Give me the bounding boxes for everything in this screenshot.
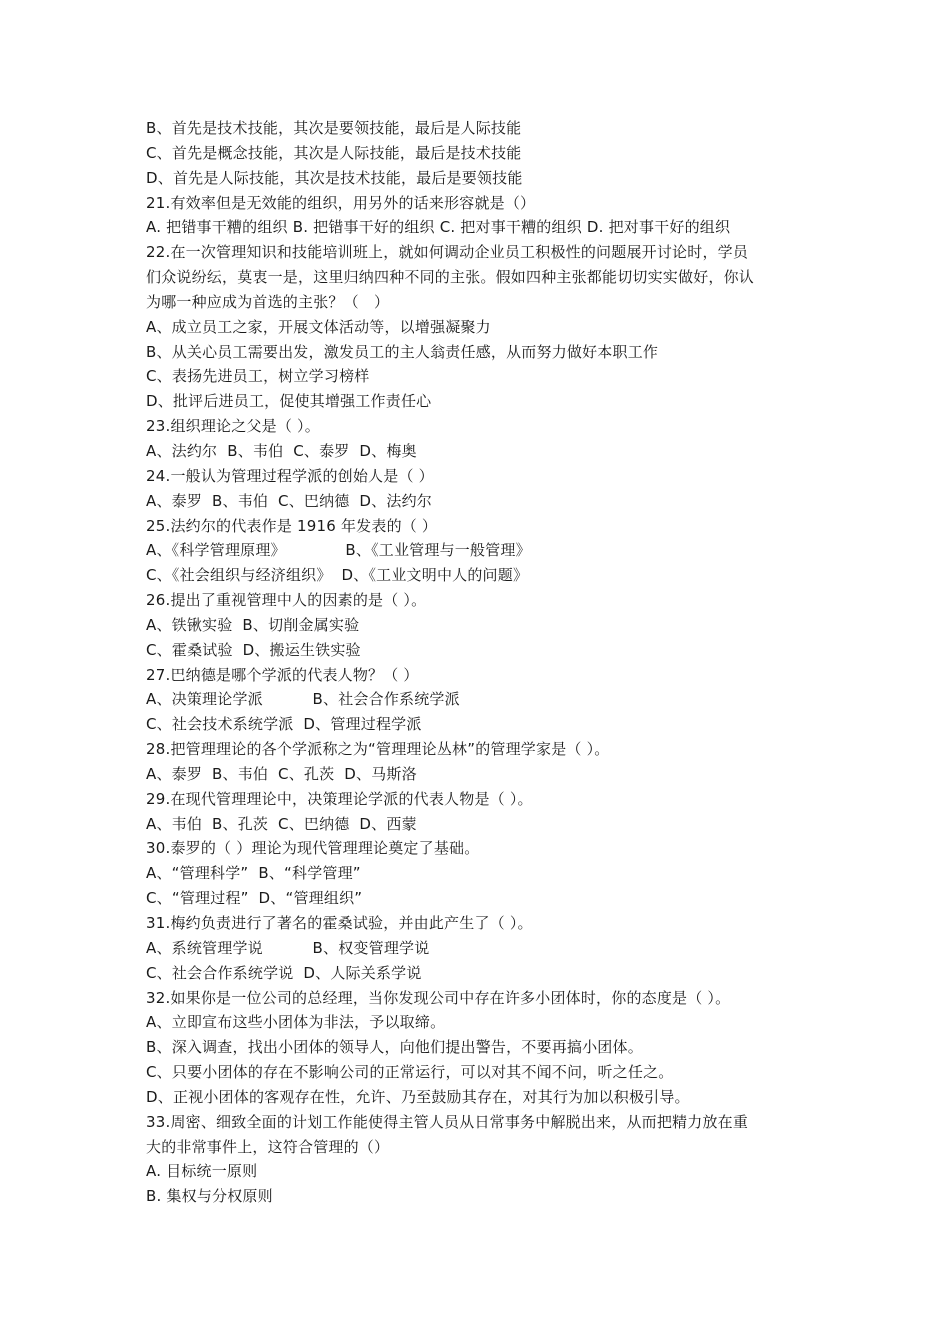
- question-line: 27.巴纳德是哪个学派的代表人物？（ ）: [146, 665, 419, 684]
- text-line: D、正视小团体的客观存在性，允许、乃至鼓励其存在，对其行为加以积极引导。: [146, 1087, 690, 1106]
- text-line: A、铁锹实验 B、切削金属实验: [146, 615, 360, 634]
- question-line: 30.泰罗的（ ）理论为现代管理理论奠定了基础。: [146, 839, 480, 858]
- text-line: A、“管理科学” B、“科学管理”: [146, 864, 361, 883]
- question-line: 22.在一次管理知识和技能培训班上，就如何调动企业员工积极性的问题展开讨论时，学员: [146, 243, 749, 262]
- question-line: 31.梅约负责进行了著名的霍桑试验，并由此产生了（ ）。: [146, 914, 533, 932]
- text-line: C、“管理过程” D、“管理组织”: [146, 889, 363, 908]
- text-line: A、成立员工之家，开展文体活动等，以增强凝聚力: [146, 317, 491, 336]
- text-line: A、泰罗 B、韦伯 C、巴纳德 D、法约尔: [146, 491, 432, 510]
- text-line: C、首先是概念技能，其次是人际技能，最后是技术技能: [146, 143, 522, 162]
- text-line: A. 把错事干糟的组织 B. 把错事干好的组织 C. 把对事干糟的组织 D. 把对事干好的组织: [146, 218, 731, 237]
- text-line: 为哪一种应成为首选的主张？（ ）: [146, 292, 390, 311]
- question-line: 29.在现代管理理论中，决策理论学派的代表人物是（ ）。: [146, 789, 533, 808]
- text-line: A、决策理论学派 B、社会合作系统学派: [146, 690, 460, 709]
- question-line: 32.如果你是一位公司的总经理，当你发现公司中存在许多小团体时，你的态度是（ ）。: [146, 988, 731, 1007]
- text-line: A、立即宣布这些小团体为非法，予以取缔。: [146, 1013, 446, 1032]
- text-line: C、霍桑试验 D、搬运生铁实验: [146, 640, 361, 659]
- text-line: A、泰罗 B、韦伯 C、孔茨 D、马斯洛: [146, 764, 417, 783]
- text-line: D、批评后进员工，促使其增强工作责任心: [146, 392, 432, 411]
- text-line: 们众说纷纭，莫衷一是，这里归纳四种不同的主张。假如四种主张都能切切实实做好，你认: [146, 268, 755, 287]
- question-line: 28.把管理理论的各个学派称之为“管理理论丛林”的管理学家是（ ）。: [146, 740, 610, 759]
- text-line: A、韦伯 B、孔茨 C、巴纳德 D、西蒙: [146, 814, 417, 833]
- text-line: B、从关心员工需要出发，激发员工的主人翁责任感，从而努力做好本职工作: [146, 342, 659, 361]
- text-line: D、首先是人际技能，其次是技术技能，最后是要领技能: [146, 168, 523, 187]
- text-line: B、首先是技术技能，其次是要领技能，最后是人际技能: [146, 119, 522, 137]
- question-line: 24.一般认为管理过程学派的创始人是（ ）: [146, 466, 434, 485]
- text-line: C、《社会组织与经济组织》 D、《工业文明中人的问题》: [146, 566, 529, 585]
- text-line: B. 集权与分权原则: [146, 1187, 273, 1206]
- text-line: B、深入调查，找出小团体的领导人，向他们提出警告，不要再搞小团体。: [146, 1038, 643, 1057]
- text-line: A、法约尔 B、韦伯 C、泰罗 D、梅奥: [146, 441, 417, 460]
- text-line: C、社会合作系统学说 D、人际关系学说: [146, 963, 422, 982]
- text-line: A、系统管理学说 B、权变管理学说: [146, 938, 430, 957]
- question-line: 23.组织理论之父是（ ）。: [146, 417, 320, 436]
- text-line: C、只要小团体的存在不影响公司的正常运行，可以对其不闻不问，听之任之。: [146, 1063, 674, 1082]
- question-line: 21.有效率但是无效能的组织，用另外的话来形容就是（）: [146, 193, 536, 212]
- text-line: A. 目标统一原则: [146, 1162, 258, 1181]
- text-line: A、《科学管理原理》 B、《工业管理与一般管理》: [146, 541, 531, 560]
- document-page: [146, 116, 826, 1209]
- text-line: 大的非常事件上，这符合管理的（）: [146, 1137, 390, 1156]
- text-line: C、社会技术系统学派 D、管理过程学派: [146, 715, 422, 734]
- text-line: C、表扬先进员工，树立学习榜样: [146, 367, 370, 386]
- question-line: 33.周密、细致全面的计划工作能使得主管人员从日常事务中解脱出来，从而把精力放在重: [146, 1112, 749, 1131]
- question-line: 25.法约尔的代表作是 1916 年发表的（ ）: [146, 516, 438, 535]
- question-line: 26.提出了重视管理中人的因素的是（ ）。: [146, 591, 427, 610]
